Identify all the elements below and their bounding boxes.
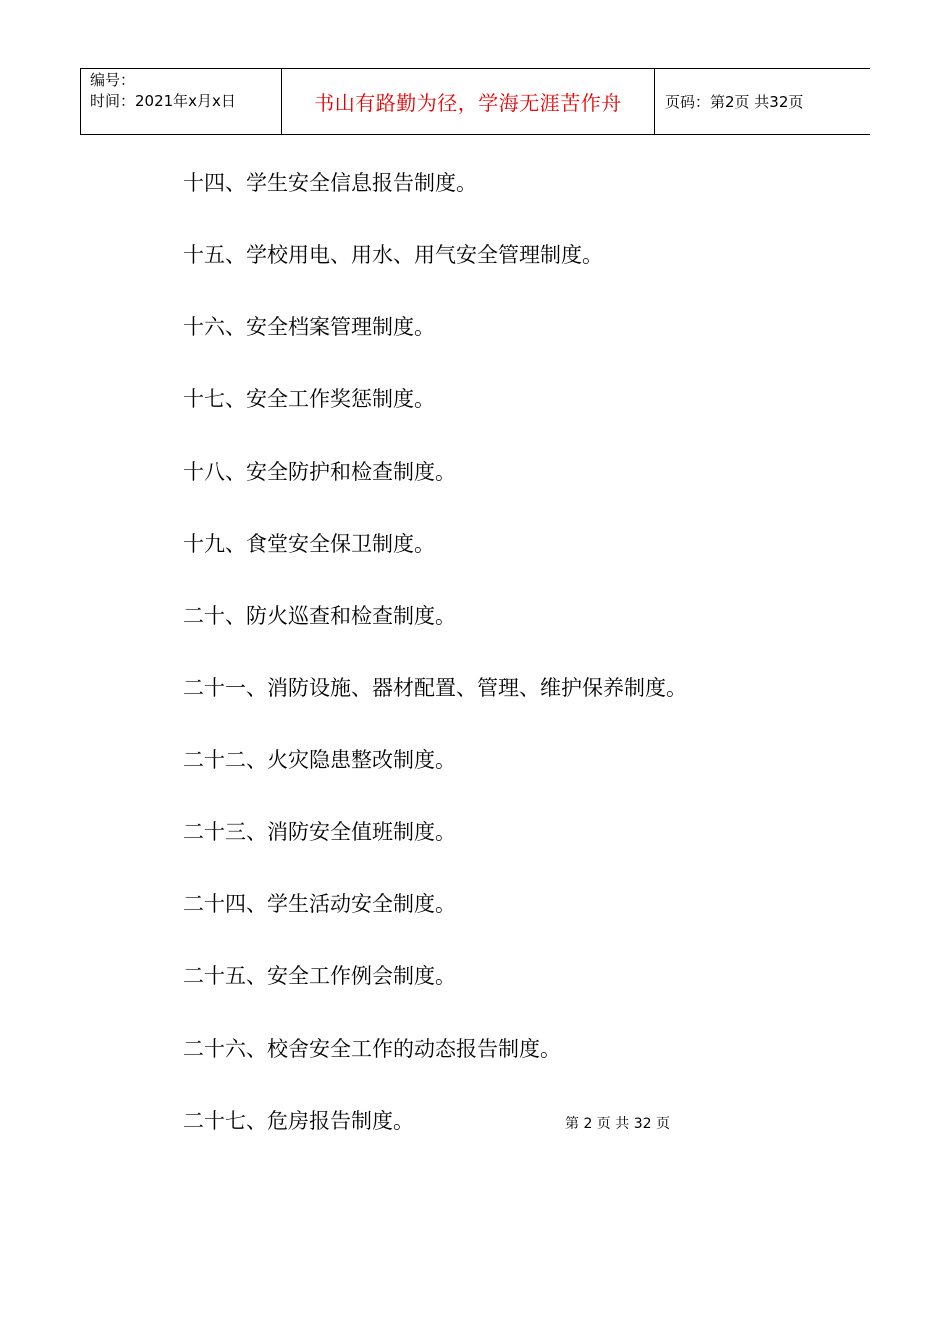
list-item: 二十四、学生活动安全制度。: [183, 892, 456, 916]
time-label: 时间：2021年x月x日: [90, 92, 236, 110]
list-item: 二十一、消防设施、器材配置、管理、维护保养制度。: [183, 676, 687, 700]
list-item: 二十三、消防安全值班制度。: [183, 820, 456, 844]
list-item: 十六、安全档案管理制度。: [183, 315, 435, 339]
list-item: 十五、学校用电、用水、用气安全管理制度。: [183, 243, 603, 267]
list-item: 二十五、安全工作例会制度。: [183, 964, 456, 988]
header-meta-cell: [81, 69, 282, 134]
list-item: 十七、安全工作奖惩制度。: [183, 387, 435, 411]
header-motto-cell: [282, 69, 655, 134]
header-page-cell: [655, 69, 871, 134]
page-footer: 第 2 页 共 32 页: [565, 1116, 670, 1132]
motto-text: 书山有路勤为径，学海无涯苦作舟: [314, 91, 622, 115]
number-label: 编号：: [90, 71, 136, 89]
document-header: [80, 68, 870, 135]
list-item: 二十二、火灾隐患整改制度。: [183, 748, 456, 772]
list-item: 二十六、校舍安全工作的动态报告制度。: [183, 1037, 561, 1061]
page-code: 页码：第2页 共32页: [665, 93, 804, 111]
list-item: 二十七、危房报告制度。: [183, 1109, 414, 1133]
list-item: 十九、食堂安全保卫制度。: [183, 532, 435, 556]
list-item: 二十、防火巡查和检查制度。: [183, 604, 456, 628]
list-item: 十四、学生安全信息报告制度。: [183, 171, 477, 195]
list-item: 十八、安全防护和检查制度。: [183, 460, 456, 484]
